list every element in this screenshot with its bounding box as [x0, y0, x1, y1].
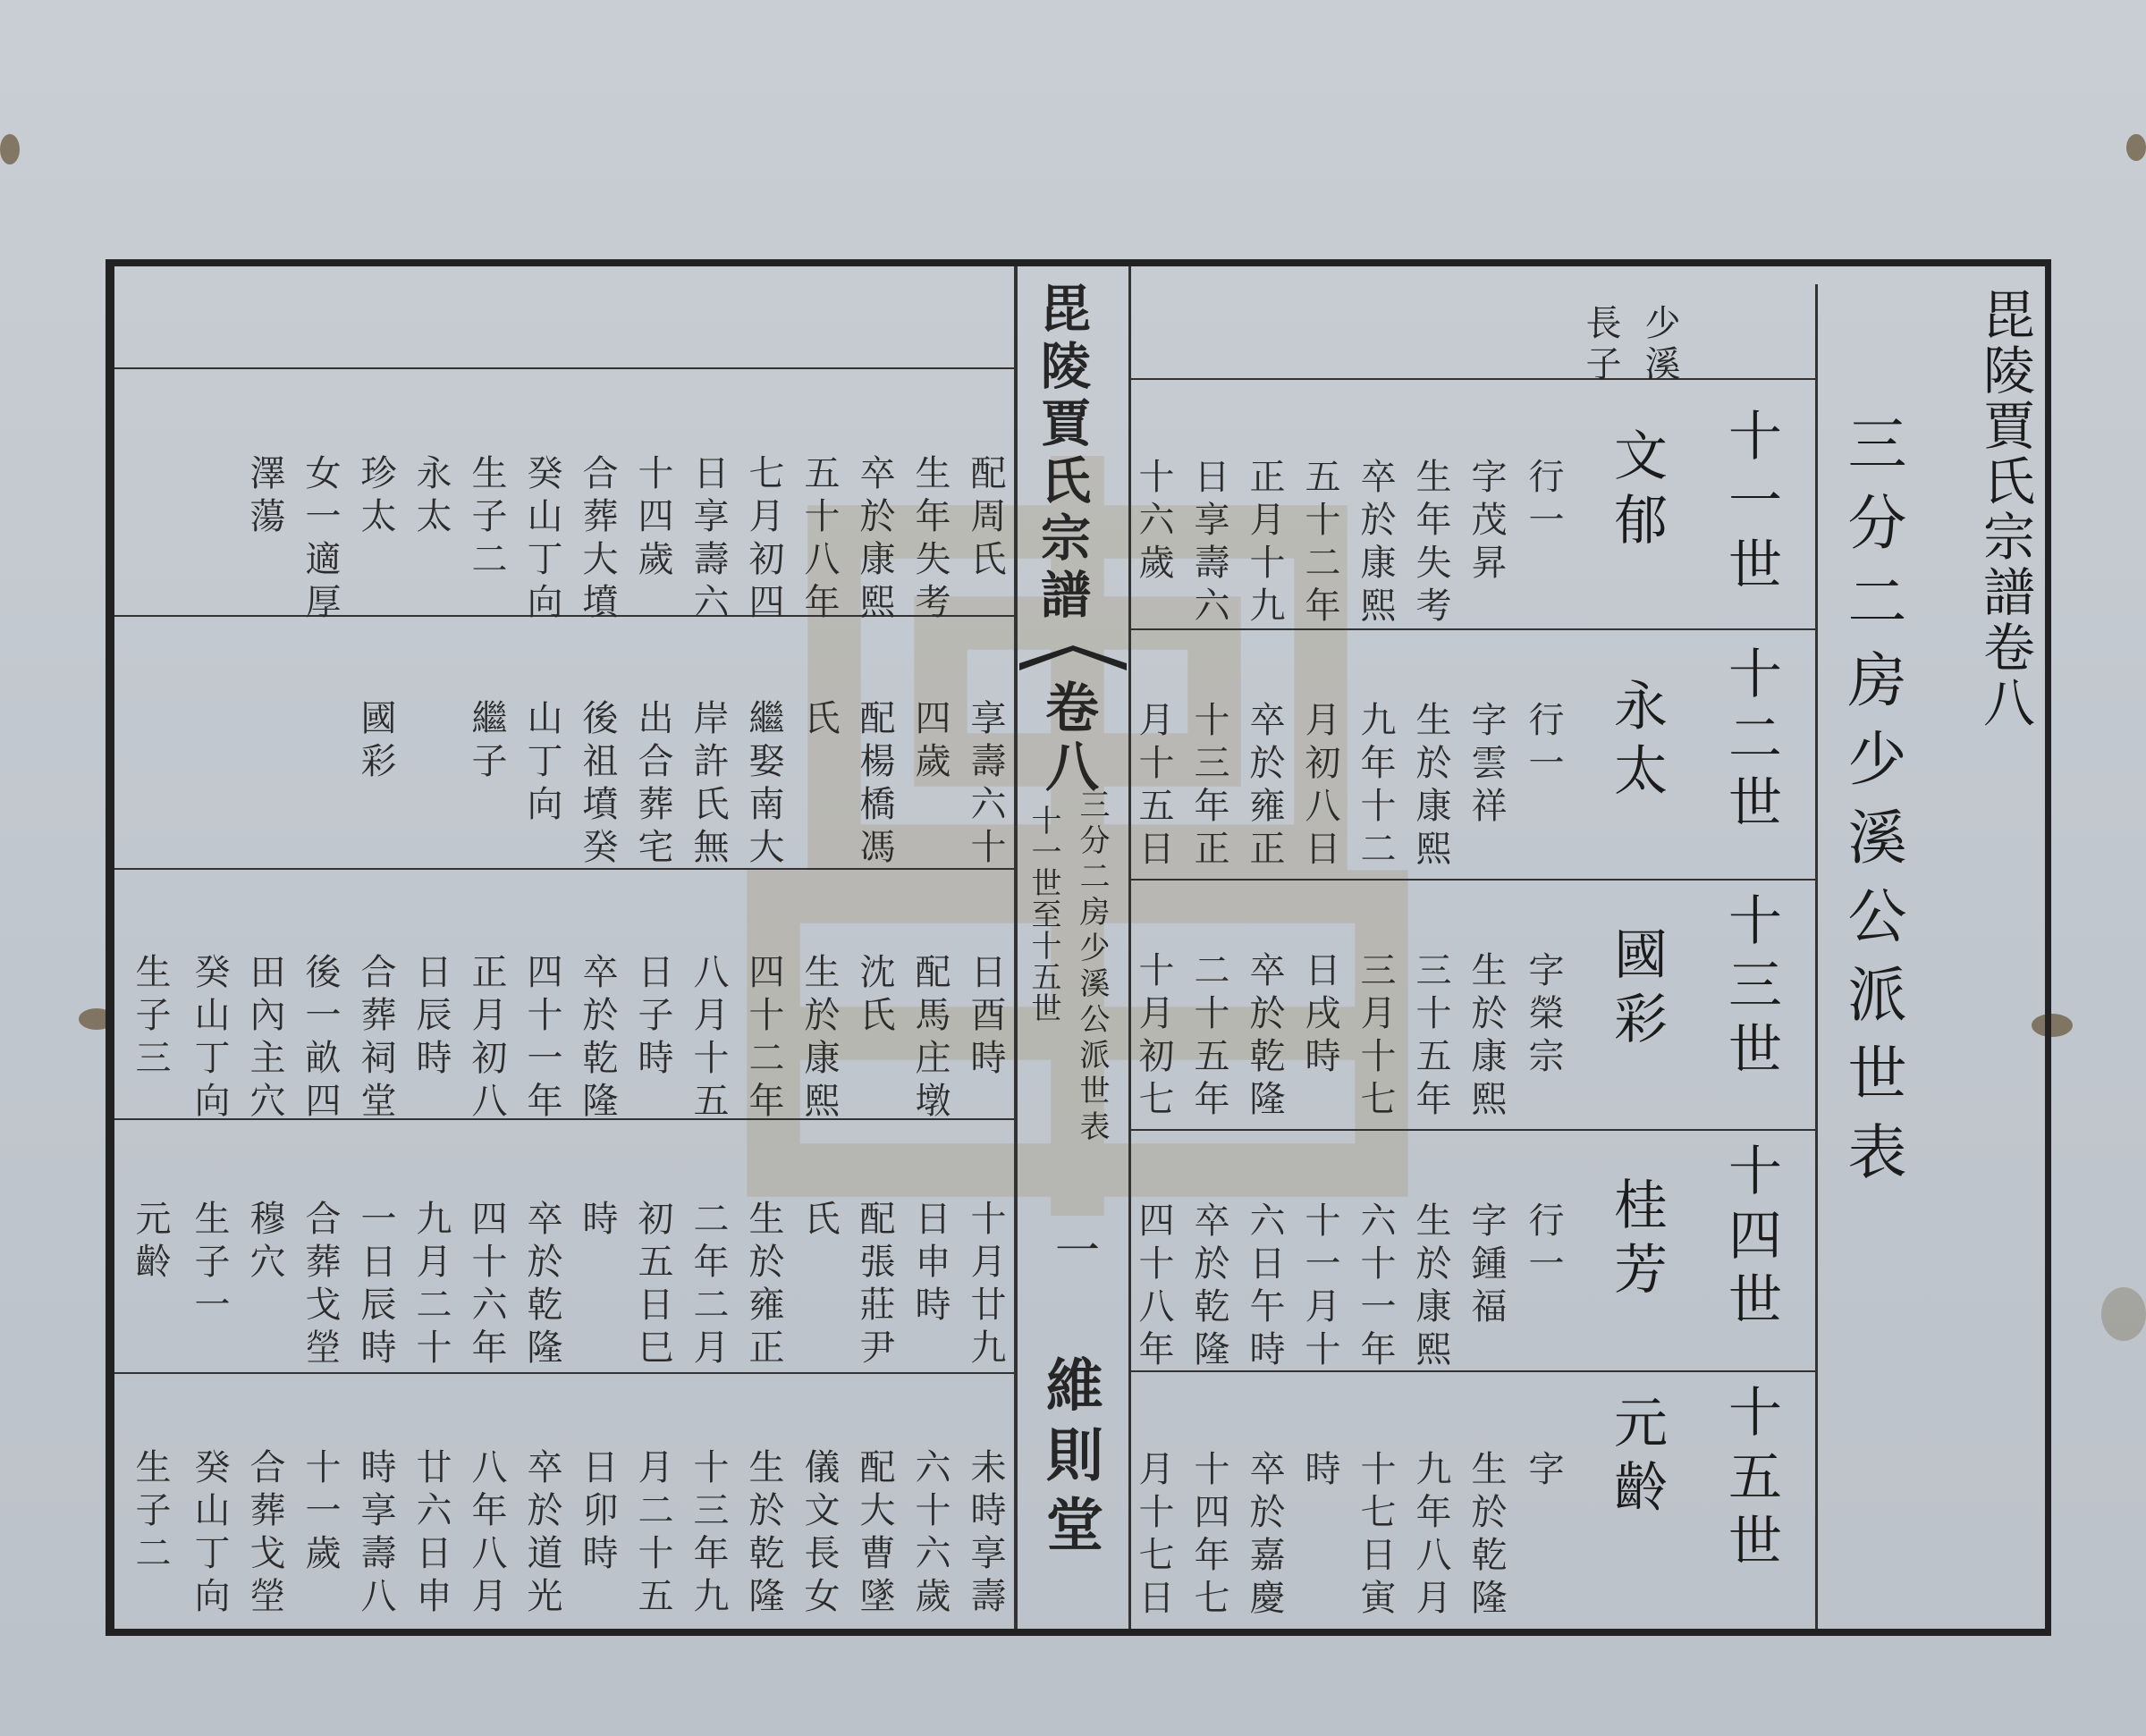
entry-text: 字榮宗	[1523, 951, 1564, 1080]
spine-range: 十一世至十五世	[1026, 805, 1061, 1024]
entry-text: 六十一年	[1355, 1201, 1396, 1373]
spine-page-number: 一	[1048, 1226, 1100, 1271]
entry-text: 六十六歲	[909, 1448, 950, 1620]
band-rule	[1131, 1370, 1815, 1372]
entry-text: 元齡	[130, 1200, 171, 1285]
spine-rule-left	[1014, 266, 1018, 1629]
entry-text: 珍太	[355, 454, 396, 540]
entry-text: 生於康熙	[1410, 701, 1451, 872]
entry-text: 氏	[798, 1200, 840, 1243]
lineage-note-col1: 少溪	[1639, 304, 1680, 386]
entry-text: 配馬庄墩	[909, 953, 950, 1125]
entry-text: 合葬戈塋	[244, 1448, 285, 1620]
entry-text: 配楊橋馮	[854, 699, 895, 871]
entry-text: 日酉時	[965, 953, 1006, 1082]
entry-text: 卒於乾隆	[1244, 951, 1285, 1123]
generation-label: 十一世	[1719, 408, 1782, 601]
band-rule	[1131, 1129, 1815, 1131]
entry-text: 十三年正	[1188, 701, 1229, 872]
spine-volume: 卷八	[1036, 679, 1099, 797]
entry-text: 十四歲	[632, 454, 673, 583]
entry-text: 卒於乾隆	[1188, 1201, 1229, 1373]
entry-text: 卒於嘉慶	[1244, 1450, 1285, 1622]
person-name: 桂芳	[1605, 1176, 1668, 1305]
entry-text: 岸許氏無	[688, 699, 729, 871]
entry-text: 穆穴	[244, 1200, 285, 1285]
entry-text: 生於康熙	[798, 953, 840, 1125]
entry-text: 九年十二	[1355, 701, 1396, 872]
person-name: 永太	[1605, 678, 1668, 806]
entry-text: 女一適厚	[300, 454, 341, 626]
entry-text: 十三年九	[688, 1448, 729, 1620]
entry-text: 日卯時	[577, 1448, 618, 1577]
band-rule	[114, 367, 1014, 369]
entry-text: 月十五日	[1133, 701, 1174, 872]
entry-text: 正月初八	[466, 953, 507, 1125]
entry-text: 時	[577, 1200, 618, 1243]
right-page-header-rule	[1815, 284, 1818, 1629]
generation-label: 十二世	[1719, 645, 1782, 839]
spine-book-title: 毘陵賈氏宗譜	[1033, 282, 1092, 626]
entry-text: 配周氏	[965, 454, 1006, 583]
entry-text: 享壽六十	[965, 699, 1006, 871]
entry-text: 後祖墳癸	[577, 699, 618, 871]
entry-text: 字茂昇	[1466, 458, 1507, 586]
entry-text: 生於乾隆	[743, 1448, 784, 1620]
entry-text: 出合葬宅	[632, 699, 673, 871]
entry-text: 生年失考	[1410, 458, 1451, 629]
entry-text: 字鍾福	[1466, 1201, 1507, 1330]
entry-text: 月二十五	[632, 1448, 673, 1620]
entry-text: 澤蕩	[244, 454, 285, 540]
paper-stain	[2101, 1287, 2146, 1341]
generation-label: 十三世	[1719, 892, 1782, 1085]
entry-text: 合葬大墳	[577, 454, 618, 626]
entry-text: 卒於康熙	[1355, 458, 1396, 629]
person-name: 元齡	[1605, 1395, 1668, 1523]
band-rule	[1131, 879, 1815, 881]
entry-text: 八年八月	[466, 1448, 507, 1620]
entry-text: 三月十七	[1355, 951, 1396, 1123]
entry-text: 卒於雍正	[1244, 701, 1285, 872]
band-rule	[1131, 378, 1815, 380]
band-rule	[114, 1372, 1014, 1374]
entry-text: 八月十五	[688, 953, 729, 1125]
entry-text: 日子時	[632, 953, 673, 1082]
entry-text: 配張莊尹	[854, 1200, 895, 1371]
entry-text: 四十六年	[466, 1200, 507, 1371]
generation-label: 十四世	[1719, 1142, 1782, 1336]
entry-text: 卒於乾隆	[521, 1200, 562, 1371]
entry-text: 日戌時	[1299, 951, 1340, 1080]
entry-text: 日辰時	[410, 953, 452, 1082]
entry-text: 時	[1299, 1450, 1340, 1493]
entry-text: 氏	[798, 699, 840, 742]
entry-text: 時享壽八	[355, 1448, 396, 1620]
paper-stain	[2126, 134, 2146, 161]
entry-text: 四十八年	[1133, 1201, 1174, 1373]
entry-text: 四歲	[909, 699, 950, 785]
entry-text: 生於乾隆	[1466, 1450, 1507, 1622]
entry-text: 行一	[1523, 701, 1564, 787]
entry-text: 五十二年	[1299, 458, 1340, 629]
entry-text: 初五日巳	[632, 1200, 673, 1371]
entry-text: 後一畝四	[300, 953, 341, 1125]
entry-text: 十七日寅	[1355, 1450, 1396, 1622]
spine-rule-right	[1128, 266, 1131, 1629]
entry-text: 正月十九	[1244, 458, 1285, 629]
entry-text: 十一歲	[300, 1448, 341, 1577]
section-title: 三分二房少溪公派世表	[1838, 413, 1906, 1200]
entry-text: 月十七日	[1133, 1450, 1174, 1622]
entry-text: 四十一年	[521, 953, 562, 1125]
entry-text: 儀文長女	[798, 1448, 840, 1620]
entry-text: 癸山丁向	[189, 953, 230, 1125]
entry-text: 癸山丁向	[189, 1448, 230, 1620]
entry-text: 生年失考	[909, 454, 950, 626]
entry-text: 山丁向	[521, 699, 562, 828]
lineage-note-col2: 長子	[1580, 304, 1621, 386]
entry-text: 生子二	[466, 454, 507, 583]
entry-text: 癸山丁向	[521, 454, 562, 626]
entry-text: 九月二十	[410, 1200, 452, 1371]
entry-text: 五十八年	[798, 454, 840, 626]
entry-text: 二十五年	[1188, 951, 1229, 1123]
entry-text: 合葬祠堂	[355, 953, 396, 1125]
book-title-volume: 毘陵賈氏宗譜卷八	[1974, 288, 2035, 731]
spine-fishtail-ornament	[1018, 645, 1128, 672]
entry-text: 日申時	[909, 1200, 950, 1328]
entry-text: 生子二	[130, 1448, 171, 1577]
band-rule	[1131, 628, 1815, 630]
entry-text: 行一	[1523, 458, 1564, 544]
entry-text: 一日辰時	[355, 1200, 396, 1371]
entry-text: 六日午時	[1244, 1201, 1285, 1373]
entry-text: 日享壽六	[688, 454, 729, 626]
entry-text: 配大曹墜	[854, 1448, 895, 1620]
entry-text: 生於康熙	[1466, 951, 1507, 1123]
entry-text: 沈氏	[854, 953, 895, 1039]
entry-text: 永太	[410, 454, 452, 540]
entry-text: 十六歲	[1133, 458, 1174, 586]
entry-text: 未時享壽	[965, 1448, 1006, 1620]
entry-text: 繼娶南大	[743, 699, 784, 871]
entry-text: 二年二月	[688, 1200, 729, 1371]
person-name: 國彩	[1605, 926, 1668, 1055]
entry-text: 三十五年	[1410, 951, 1451, 1123]
generation-label: 十五世	[1719, 1384, 1782, 1577]
entry-text: 生於康熙	[1410, 1201, 1451, 1373]
entry-text: 繼子	[466, 699, 507, 785]
entry-text: 十一月十	[1299, 1201, 1340, 1373]
entry-text: 國彩	[355, 699, 396, 785]
entry-text: 生於雍正	[743, 1200, 784, 1371]
entry-text: 合葬戈塋	[300, 1200, 341, 1371]
spine-hall-name: 維則堂	[1036, 1355, 1103, 1564]
entry-text: 田內主穴	[244, 953, 285, 1125]
entry-text: 字雲祥	[1466, 701, 1507, 830]
person-name: 文郁	[1605, 427, 1668, 556]
entry-text: 行一	[1523, 1201, 1564, 1287]
entry-text: 十四年七	[1188, 1450, 1229, 1622]
entry-text: 卒於康熙	[854, 454, 895, 626]
entry-text: 十月廿九	[965, 1200, 1006, 1371]
entry-text: 廿六日申	[410, 1448, 452, 1620]
entry-text: 字	[1523, 1450, 1564, 1493]
entry-text: 四十二年	[743, 953, 784, 1125]
entry-text: 生子一	[189, 1200, 230, 1328]
entry-text: 月初八日	[1299, 701, 1340, 872]
entry-text: 七月初四	[743, 454, 784, 626]
entry-text: 九年八月	[1410, 1450, 1451, 1622]
entry-text: 卒於道光	[521, 1448, 562, 1620]
entry-text: 十月初七	[1133, 951, 1174, 1123]
paper-stain	[0, 134, 20, 164]
entry-text: 生子三	[130, 953, 171, 1082]
spine-section: 三分二房少溪公派世表	[1074, 788, 1110, 1146]
entry-text: 卒於乾隆	[577, 953, 618, 1125]
entry-text: 日享壽六	[1188, 458, 1229, 629]
